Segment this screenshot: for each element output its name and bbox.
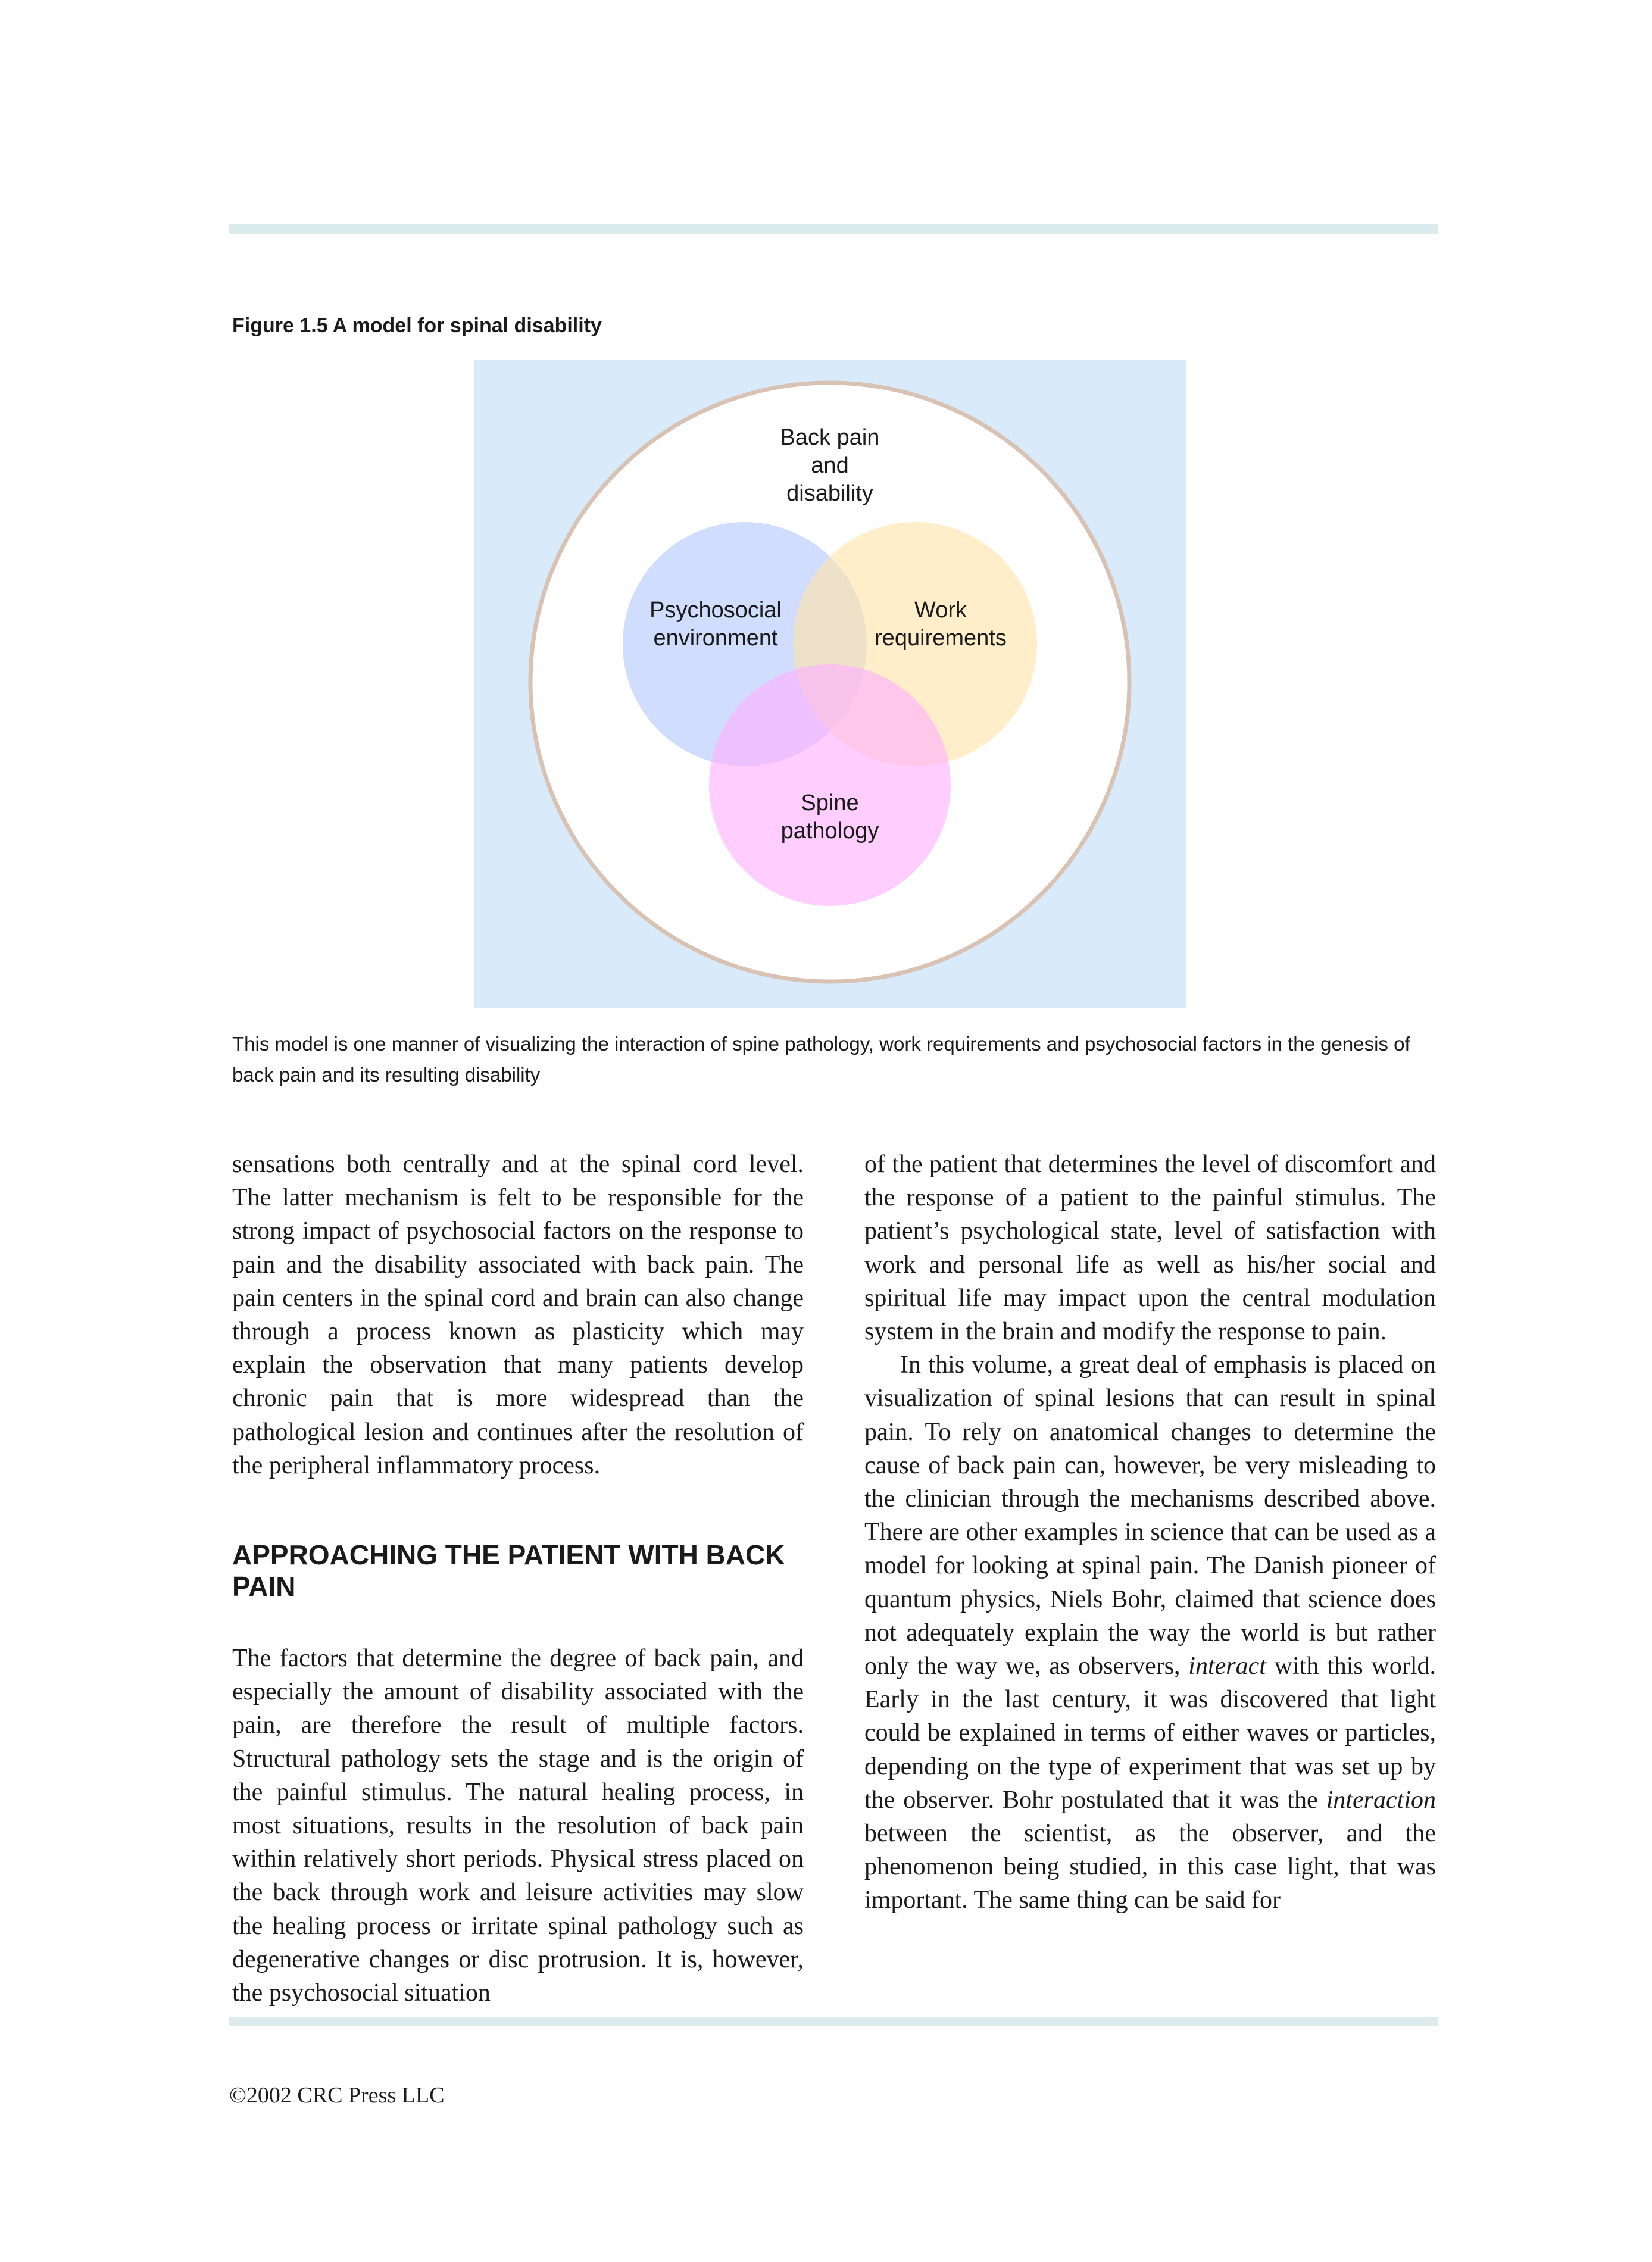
left-paragraph-1: sensations both centrally and at the spinal cord level. The latter mechanism is felt to be responsible for the strong impact of psychosocial factors on the response to pain and the disability associated with back pain. The pain centers in the spinal cord and brain can also change through a process known as plasticity which may explain the observation that many patients develop chronic pain that is more widespread than the pathological lesion and continues after the resolution of the peripheral inflammatory process. (232, 1151, 804, 1479)
outer-label-line-1: Back pain (780, 425, 880, 450)
work-label-line-1: Work (914, 598, 967, 623)
spine-label-line-2: pathology (780, 818, 879, 843)
spine-label-line-1: Spine (801, 791, 859, 816)
figure-panel (474, 360, 1186, 1008)
copyright-notice: ©2002 CRC Press LLC (229, 2083, 445, 2108)
right-paragraph-2-part-a: In this volume, a great deal of emphasis is placed on visualization of spinal lesions that can result in spinal pain. To rely on anatomical changes to determine the cause of back pain can, however, be very misleading to the clinician through the mechanisms described above. There are other examples in science that can be used as a model for looking at spinal pain. The Danish pioneer of quantum physics, Niels Bohr, claimed that science does not adequately explain the way the world is but rather only the way we, as observers, (864, 1351, 1436, 1680)
left-column (232, 1148, 804, 2010)
right-paragraph-2 (864, 1348, 1436, 1917)
psychosocial-label-line-2: environment (653, 626, 778, 651)
outer-label-line-2: and (811, 453, 849, 478)
figure-title: Figure 1.5 A model for spinal disability (232, 314, 602, 337)
right-column (864, 1148, 1436, 1917)
outer-label-line-3: disability (786, 481, 873, 506)
venn-diagram (474, 360, 1186, 1008)
figure-caption: This model is one manner of visualizing the interaction of spine pathology, work requirements and psychosocial factors in the genesis of back pain and its resulting disability (232, 1033, 1410, 1086)
right-paragraph-2-part-b: with this world. Early in the last century, it was discovered that light could be explained in terms of either waves or particles, depending on the type of experiment that was set up by the observer. Bohr postulated that it was the (864, 1652, 1436, 1814)
bottom-rule (229, 2017, 1438, 2026)
left-paragraph-2: The factors that determine the degree of back pain, and especially the amount of disability associated with the pain, are therefore the result of multiple factors. Structural pathology sets the stage and is the origin of the painful stimulus. The natural healing process, in most situations, results in the resolution of back pain within relatively short periods. Physical stress placed on the back through work and leisure activities may slow the healing process or irritate spinal pathology such as degenerative changes or disc protrusion. It is, however, the psychosocial situation (232, 1645, 804, 2007)
emphasis-interact: interact (1188, 1652, 1266, 1680)
right-paragraph-2-part-c: between the scientist, as the observer, and the phenomenon being studied, in this case light, that was important. The same thing can be said for (864, 1820, 1436, 1914)
section-heading: APPROACHING THE PATIENT WITH BACK PAIN (232, 1539, 785, 1602)
spine-circle (709, 664, 951, 906)
right-paragraph-1: of the patient that determines the level of discomfort and the response of a patient to the painful stimulus. The patient’s psychological state, level of satisfaction with work and personal life as well as his/her social and spiritual life may impact upon the central modulation system in the brain and modify the response to pain. (864, 1151, 1436, 1346)
work-label-line-2: requirements (875, 626, 1007, 651)
emphasis-interaction: interaction (1326, 1786, 1436, 1814)
psychosocial-label-line-1: Psychosocial (649, 598, 782, 623)
top-rule (229, 224, 1438, 234)
